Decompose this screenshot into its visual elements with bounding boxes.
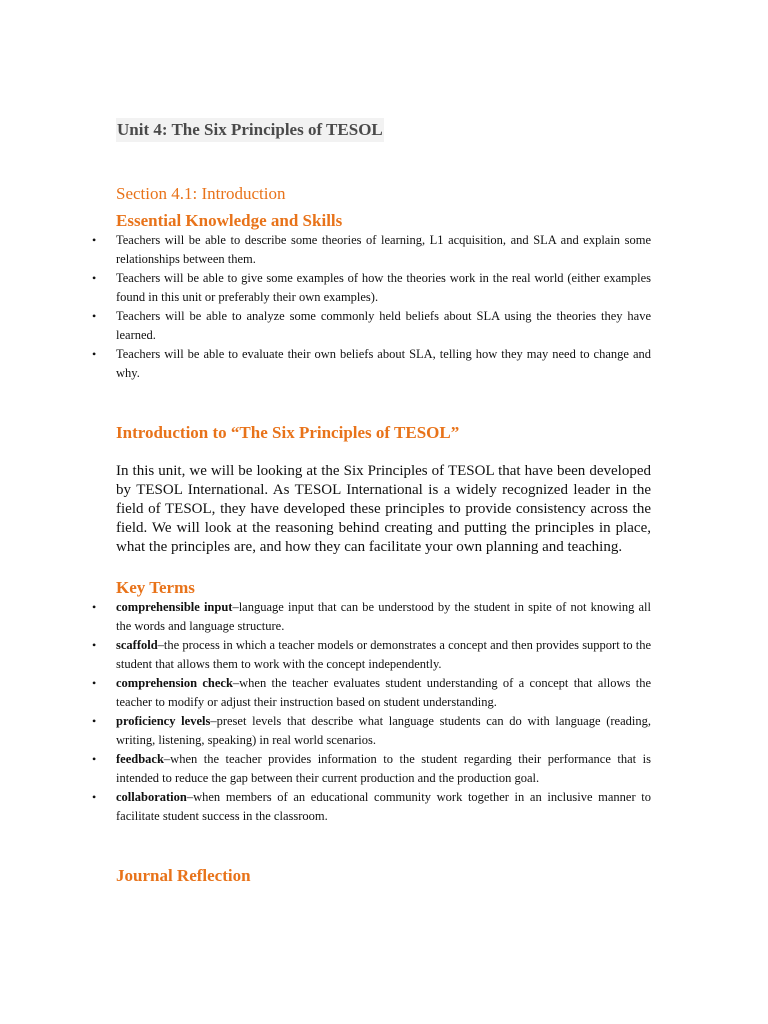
bullet-icon: • [92, 347, 97, 361]
list-item [92, 712, 651, 750]
list-item [92, 636, 651, 674]
bullet-icon: • [92, 309, 97, 323]
list-item [92, 674, 651, 712]
intro-paragraph: In this unit, we will be looking at the Six Principles of TESOL that have been developed by TESOL International. As TESOL International is a widely recognized leader in the field of TESOL, they have developed these principles to provide consistency across the field. We will look at the reasoning behind creating and putting the principles in place, what the principles are, and how they can facilitate your own planning and teaching. [116, 463, 651, 555]
term-definition: –preset levels that describe what language students can do with language (reading, writing, listening, speaking) in real world scenarios. [116, 714, 651, 747]
list-item: • Teachers will be able to analyze some commonly held beliefs about SLA using the theories they have learned. [92, 309, 651, 342]
list-item [92, 598, 651, 636]
term-name: feedback [116, 752, 164, 766]
journal-heading: Journal Reflection [116, 866, 251, 885]
term-definition: –language input that can be understood by the student in spite of not knowing all the words and language structure. [116, 600, 651, 633]
list-item [92, 750, 651, 788]
term-name: comprehensible input [116, 600, 233, 614]
bullet-icon: • [92, 600, 97, 614]
key-terms-heading: Key Terms [116, 578, 195, 597]
term-name: collaboration [116, 790, 187, 804]
term-name: proficiency levels [116, 714, 211, 728]
list-item [92, 788, 651, 826]
term-definition: –the process in which a teacher models or demonstrates a concept and then provides support to the student that allows them to work with the concept independently. [116, 638, 651, 671]
term-definition: –when the teacher evaluates student understanding of a concept that allows the teacher to modify or adjust their instruction based on student understanding. [116, 676, 651, 709]
list-item: • Teachers will be able to evaluate their own beliefs about SLA, telling how they may need to change and why. [92, 347, 651, 380]
key-terms-list [92, 598, 651, 826]
essential-list [92, 231, 651, 383]
bullet-icon: • [92, 714, 97, 728]
bullet-icon: • [92, 638, 97, 652]
bullet-icon: • [92, 676, 97, 690]
section-title: Section 4.1: Introduction [116, 184, 286, 203]
intro-heading: Introduction to “The Six Principles of TESOL” [116, 423, 460, 442]
bullet-icon: • [92, 233, 97, 247]
list-item: • Teachers will be able to give some examples of how the theories work in the real world (either examples found in this unit or preferably their own examples). [92, 271, 651, 304]
list-item: • Teachers will be able to describe some theories of learning, L1 acquisition, and SLA and explain some relationships between them. [92, 233, 651, 266]
term-name: comprehension check [116, 676, 233, 690]
bullet-icon: • [92, 790, 97, 804]
essential-heading: Essential Knowledge and Skills [116, 211, 343, 230]
unit-title: Unit 4: The Six Principles of TESOL [116, 118, 384, 142]
term-definition: –when members of an educational community work together in an inclusive manner to facilitate student success in the classroom. [116, 790, 651, 823]
term-definition: –when the teacher provides information to the student regarding their performance that is intended to reduce the gap between their current production and the production goal. [116, 752, 651, 785]
bullet-icon: • [92, 752, 97, 766]
document-page [92, 118, 651, 886]
term-name: scaffold [116, 638, 158, 652]
bullet-icon: • [92, 271, 97, 285]
